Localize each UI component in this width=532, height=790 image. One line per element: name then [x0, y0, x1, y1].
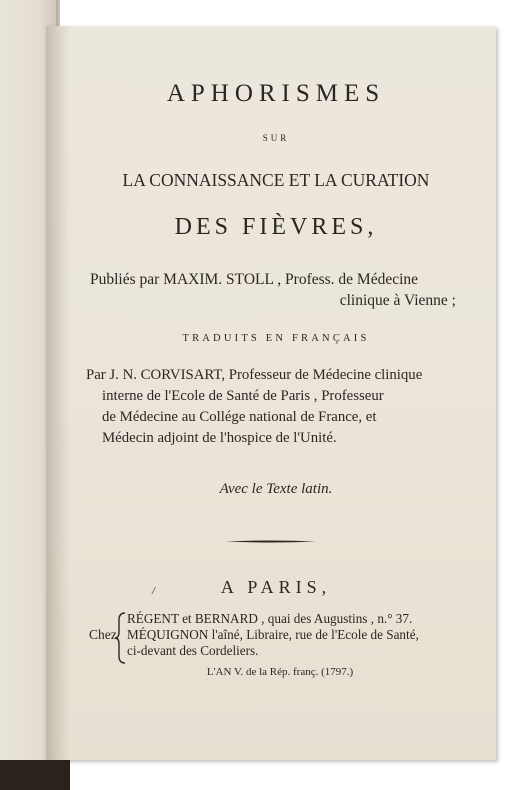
publisher-address-1: RÉGENT et BERNARD , quai des Augustins , n.° 37. [127, 611, 413, 626]
title-connector: SUR [262, 133, 290, 143]
curly-brace [114, 612, 126, 664]
translator-line-2: interne de l'Ecole de Santé de Paris , Professeur [102, 388, 384, 404]
gutter-shadow [46, 26, 70, 760]
pencil-mark: / [152, 585, 156, 597]
chez-label: Chez [89, 627, 117, 642]
subtitle-line-1: LA CONNAISSANCE ET LA CURATION [122, 170, 430, 190]
translation-label: TRADUITS EN FRANÇAIS [182, 333, 370, 344]
author-line-1: Publiés par MAXIM. STOLL , Profess. de Médecine [90, 271, 419, 288]
publisher-address-2: MÉQUIGNON l'aîné, Libraire, rue de l'Ecole de Santé, [127, 627, 419, 642]
publisher-address-3: ci-devant des Cordeliers. [127, 643, 259, 658]
ornamental-rule [226, 540, 316, 543]
book-cover-corner [0, 760, 70, 790]
book-title: APHORISMES [166, 80, 386, 107]
translator-line-4: Médecin adjoint de l'hospice de l'Unité. [102, 430, 337, 446]
author-line-2: clinique à Vienne ; [339, 292, 456, 309]
subtitle-line-2: DES FIÈVRES, [174, 214, 378, 240]
imprint-date: L'AN V. de la Rép. franç. (1797.) [206, 666, 354, 678]
translator-line-3: de Médecine au Collége national de France, et [102, 409, 377, 425]
latin-text-note: Avec le Texte latin. [219, 481, 333, 497]
imprint-city: A PARIS, [220, 577, 332, 597]
translator-line-1: Par J. N. CORVISART, Professeur de Médecine clinique [86, 367, 423, 383]
